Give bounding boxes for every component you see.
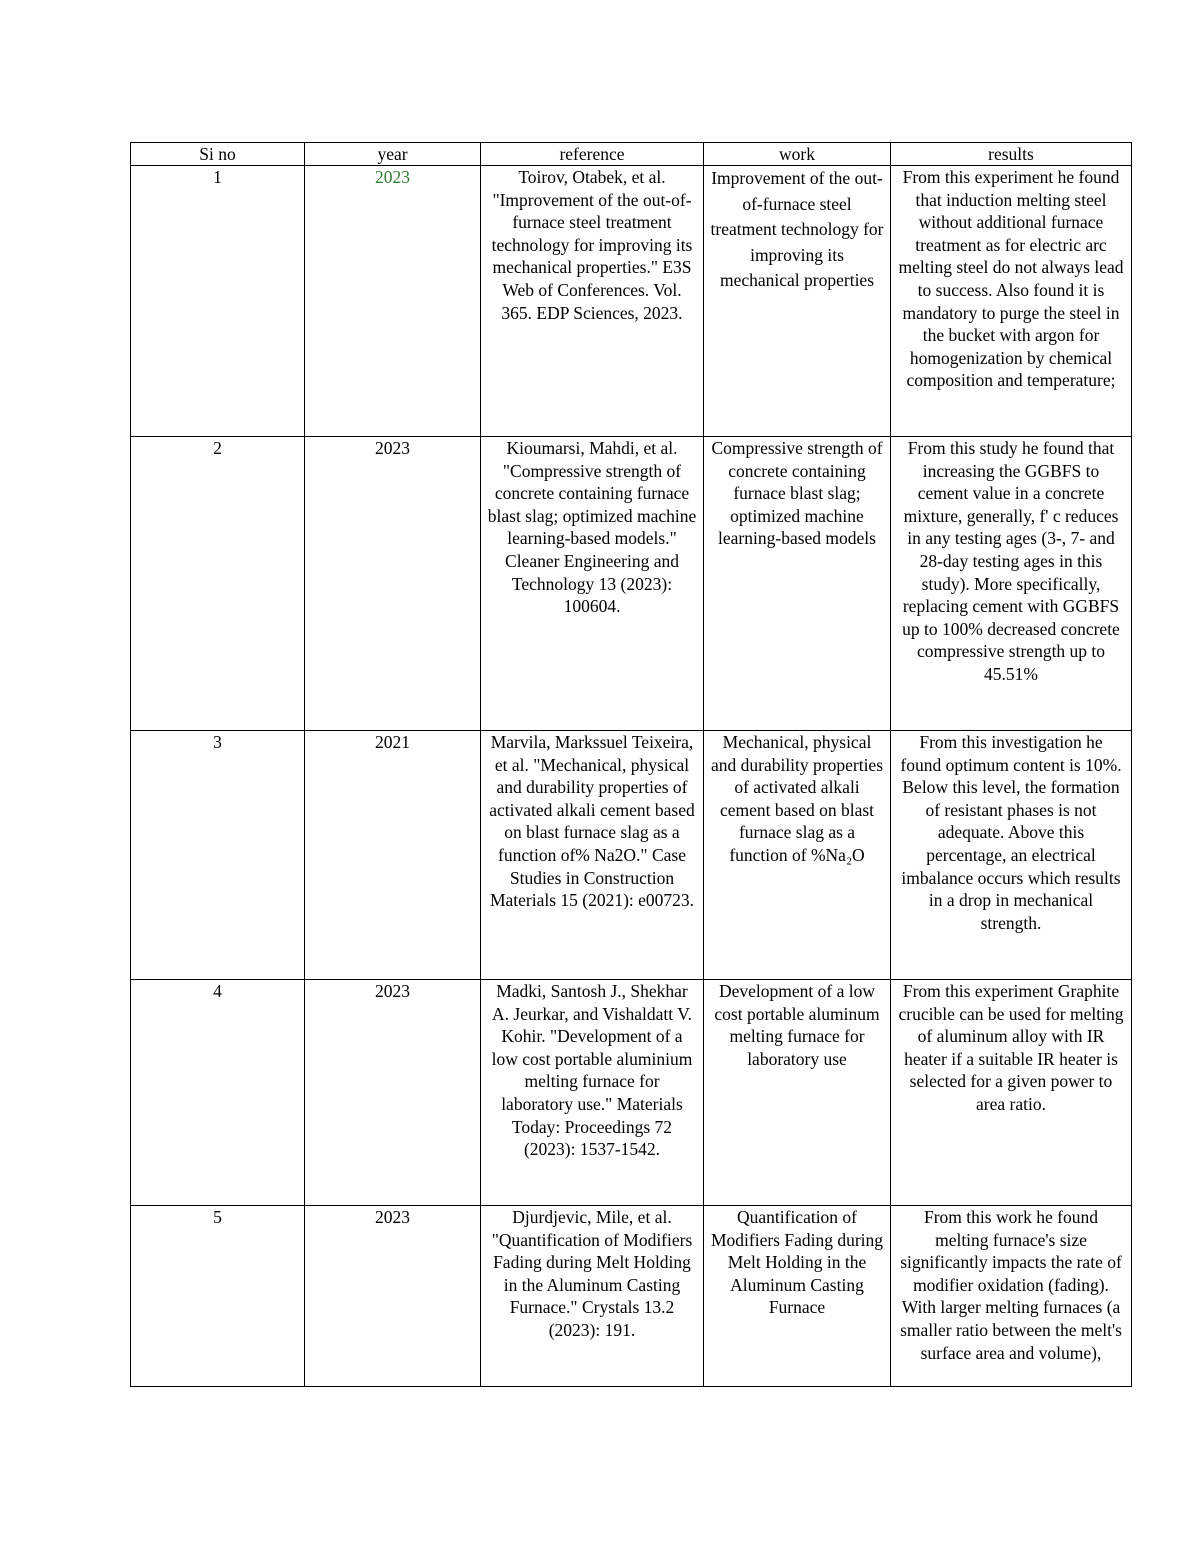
cell-year: 2023 [305, 437, 481, 731]
cell-work: Compressive strength of concrete containing furnace blast slag; optimized machine learning-based models [704, 437, 891, 731]
cell-work: Quantification of Modifiers Fading during Melt Holding in the Aluminum Casting Furnace [704, 1206, 891, 1387]
cell-results: From this investigation he found optimum content is 10%. Below this level, the formation of resistant phases is not adequate. Above this percentage, an electrical imbalance occurs which results in a drop in mechanical strength. [891, 731, 1132, 980]
header-year: year [305, 143, 481, 166]
cell-si-no: 5 [131, 1206, 305, 1387]
cell-work: Development of a low cost portable aluminum melting furnace for laboratory use [704, 980, 891, 1206]
cell-work: Mechanical, physical and durability properties of activated alkali cement based on blast furnace slag as a function of %Na₂O [704, 731, 891, 980]
cell-results: From this experiment Graphite crucible can be used for melting of aluminum alloy with IR heater if a suitable IR heater is selected for a given power to area ratio. [891, 980, 1132, 1206]
literature-review-table [130, 142, 1132, 1387]
cell-results: From this experiment he found that induction melting steel without additional furnace treatment as for electric arc melting steel do not always lead to success. Also found it is mandatory to purge the steel in the bucket with argon for homogenization by chemical composition and temperature; [891, 166, 1132, 437]
cell-reference: Toirov, Otabek, et al. "Improvement of the out-of-furnace steel treatment technology for improving its mechanical properties." E3S Web of Conferences. Vol. 365. EDP Sciences, 2023. [481, 166, 704, 437]
cell-year: 2021 [305, 731, 481, 980]
cell-results: From this study he found that increasing the GGBFS to cement value in a concrete mixture, generally, f' c reduces in any testing ages (3-, 7- and 28-day testing ages in this study). More specifically, replacing cement with GGBFS up to 100% decreased concrete compressive strength up to 45.51% [891, 437, 1132, 731]
cell-reference: Madki, Santosh J., Shekhar A. Jeurkar, and Vishaldatt V. Kohir. "Development of a low cost portable aluminium melting furnace for laboratory use." Materials Today: Proceedings 72 (2023): 1537-1542. [481, 980, 704, 1206]
cell-reference: Marvila, Markssuel Teixeira, et al. "Mechanical, physical and durability properties of activated alkali cement based on blast furnace slag as a function of% Na2O." Case Studies in Construction Materials 15 (2021): e00723. [481, 731, 704, 980]
table-row [131, 731, 1132, 980]
cell-reference: Kioumarsi, Mahdi, et al. "Compressive strength of concrete containing furnace blast slag; optimized machine learning-based models." Cleaner Engineering and Technology 13 (2023): 100604. [481, 437, 704, 731]
table-row [131, 980, 1132, 1206]
cell-reference: Djurdjevic, Mile, et al. "Quantification of Modifiers Fading during Melt Holding in the Aluminum Casting Furnace." Crystals 13.2 (2023): 191. [481, 1206, 704, 1387]
cell-year: 2023 [305, 1206, 481, 1387]
cell-si-no: 3 [131, 731, 305, 980]
table-header-row [131, 143, 1132, 166]
header-work: work [704, 143, 891, 166]
cell-work: Improvement of the out-of-furnace steel treatment technology for improving its mechanical properties [704, 166, 891, 437]
cell-si-no: 1 [131, 166, 305, 437]
header-si-no: Si no [131, 143, 305, 166]
cell-year: 2023 [305, 980, 481, 1206]
cell-year: 2023 [305, 166, 481, 437]
table-row [131, 1206, 1132, 1387]
table-row [131, 166, 1132, 437]
cell-results: From this work he found melting furnace's size significantly impacts the rate of modifier oxidation (fading). With larger melting furnaces (a smaller ratio between the melt's surface area and volume), [891, 1206, 1132, 1387]
header-results: results [891, 143, 1132, 166]
header-reference: reference [481, 143, 704, 166]
table-row [131, 437, 1132, 731]
cell-si-no: 2 [131, 437, 305, 731]
cell-si-no: 4 [131, 980, 305, 1206]
